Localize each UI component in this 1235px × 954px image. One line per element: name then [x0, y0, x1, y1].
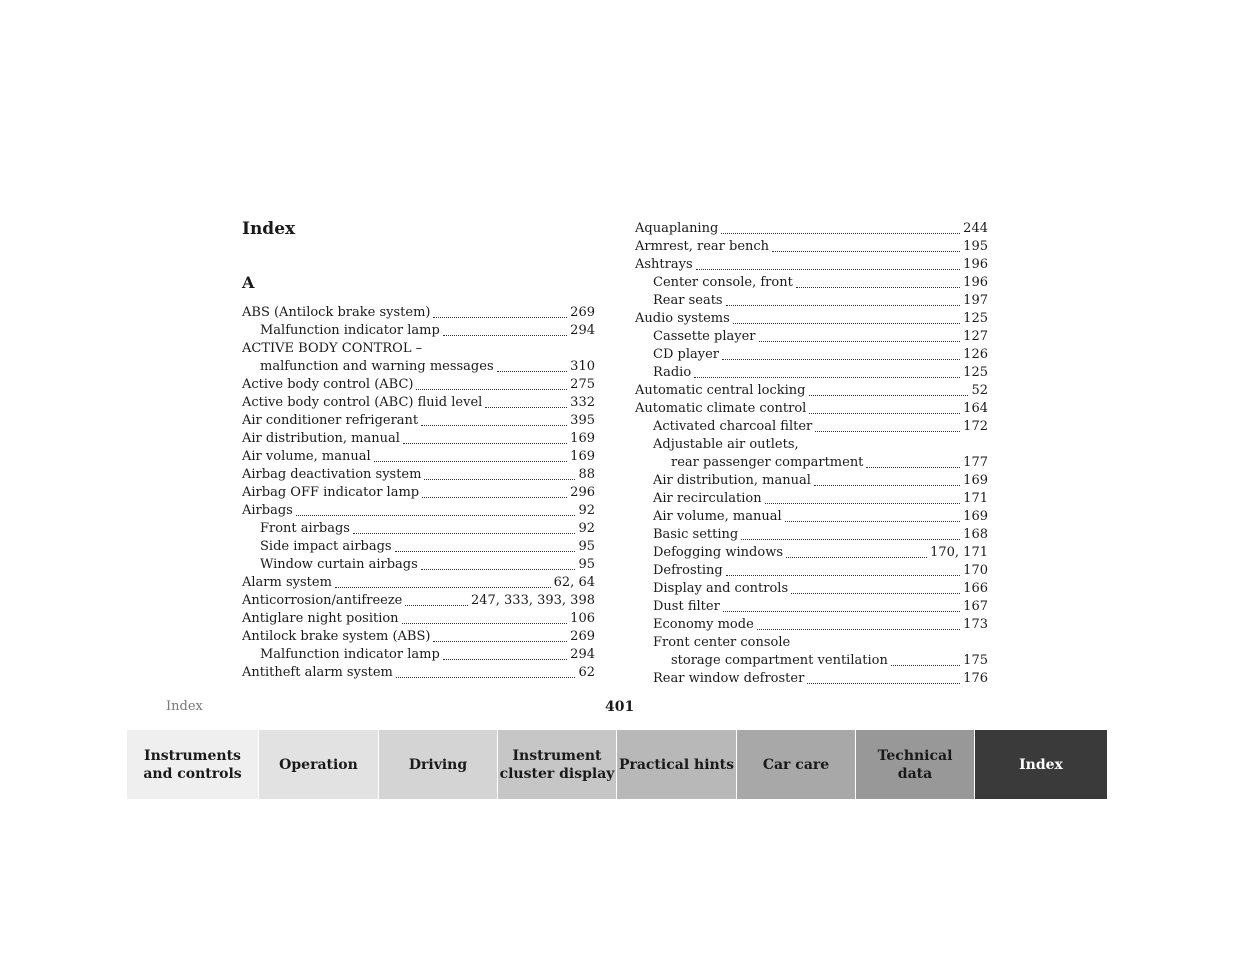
index-term: Activated charcoal filter [653, 419, 813, 434]
index-entry [242, 412, 595, 430]
page-reference: 197 [963, 293, 988, 308]
index-entry [635, 382, 988, 400]
dot-leader [335, 586, 551, 588]
page-reference: 62 [578, 665, 595, 680]
nav-tab-label: Operation [279, 756, 358, 773]
index-entry [242, 322, 595, 340]
dot-leader [696, 268, 961, 270]
index-entry [242, 538, 595, 556]
index-entry [242, 394, 595, 412]
dot-leader [296, 514, 576, 516]
page-reference: 275 [570, 377, 595, 392]
page-reference: 52 [971, 383, 988, 398]
dot-leader [786, 556, 927, 558]
index-entry [242, 664, 595, 682]
dot-leader [396, 676, 576, 678]
page-reference: 177 [963, 455, 988, 470]
index-term: Ashtrays [635, 257, 693, 272]
page-reference: 169 [570, 431, 595, 446]
index-term: Automatic central locking [635, 383, 806, 398]
nav-tab-index[interactable] [975, 730, 1108, 799]
page-reference: 88 [578, 467, 595, 482]
index-entry [635, 292, 988, 310]
page-reference: 126 [963, 347, 988, 362]
page-reference: 196 [963, 275, 988, 290]
page-reference: 244 [963, 221, 988, 236]
page-reference: 294 [570, 323, 595, 338]
index-entry [242, 430, 595, 448]
dot-leader [433, 316, 567, 318]
index-entry [635, 634, 988, 670]
index-entry [635, 220, 988, 238]
index-term: Center console, front [653, 275, 793, 290]
dot-leader [765, 502, 961, 504]
dot-leader [395, 550, 576, 552]
dot-leader [759, 340, 961, 342]
nav-tab-label: Instruments and controls [143, 747, 242, 782]
index-term: Malfunction indicator lamp [260, 323, 440, 338]
index-term: Automatic climate control [635, 401, 807, 416]
index-entry [635, 670, 988, 688]
nav-tab-label: Practical hints [618, 756, 735, 773]
page-reference: 310 [570, 359, 595, 374]
dot-leader [866, 466, 960, 468]
index-entry [635, 580, 988, 598]
index-entry [635, 238, 988, 256]
index-term: Antilock brake system (ABS) [242, 629, 431, 644]
index-term: Malfunction indicator lamp [260, 647, 440, 662]
index-entry [635, 472, 988, 490]
dot-leader [402, 622, 568, 624]
dot-leader [403, 442, 567, 444]
page-reference: 169 [570, 449, 595, 464]
dot-leader [814, 484, 960, 486]
nav-tab-technical-data[interactable] [856, 730, 975, 799]
page-number: 401 [605, 699, 635, 715]
index-term: Air conditioner refrigerant [242, 413, 419, 428]
index-entry [635, 418, 988, 436]
dot-leader [815, 430, 960, 432]
index-entry [635, 508, 988, 526]
index-entry [635, 346, 988, 364]
index-term: Front airbags [260, 521, 350, 536]
nav-tab-car-care[interactable] [737, 730, 856, 799]
dot-leader [443, 658, 567, 660]
page-reference: 164 [963, 401, 988, 416]
page-reference: 127 [963, 329, 988, 344]
page-reference: 332 [570, 395, 595, 410]
index-term-continuation: rear passenger compartment [671, 455, 864, 470]
index-term: Active body control (ABC) fluid level [242, 395, 483, 410]
dot-leader [433, 640, 567, 642]
index-entry [242, 484, 595, 502]
index-entry [242, 520, 595, 538]
index-term: Alarm system [242, 575, 332, 590]
index-term: Antitheft alarm system [242, 665, 393, 680]
index-term: Display and controls [653, 581, 789, 596]
nav-tab-instrument-cluster-display[interactable] [498, 730, 617, 799]
index-term: Air volume, manual [653, 509, 782, 524]
page-reference: 125 [963, 311, 988, 326]
page-reference: 172 [963, 419, 988, 434]
dot-leader [796, 286, 960, 288]
dot-leader [772, 250, 960, 252]
dot-leader [421, 568, 576, 570]
dot-leader [733, 322, 960, 324]
nav-tab-label: Technical data [877, 747, 953, 782]
index-term: ABS (Antilock brake system) [242, 305, 431, 320]
index-entry [635, 490, 988, 508]
index-term-continuation: storage compartment ventilation [671, 653, 888, 668]
page-reference: 395 [570, 413, 595, 428]
index-column-right [635, 220, 988, 688]
page-reference: 167 [963, 599, 988, 614]
nav-tab-label: Driving [408, 756, 468, 773]
page-reference: 175 [963, 653, 988, 668]
page-reference: 168 [963, 527, 988, 542]
dot-leader [785, 520, 961, 522]
index-term: Cassette player [653, 329, 756, 344]
index-entry [635, 436, 988, 472]
page-reference: 125 [963, 365, 988, 380]
index-term-continuation: malfunction and warning messages [260, 359, 494, 374]
index-term: Air volume, manual [242, 449, 371, 464]
page-reference: 294 [570, 647, 595, 662]
page-reference: 166 [963, 581, 988, 596]
index-term: Airbag deactivation system [242, 467, 422, 482]
dot-leader [424, 478, 575, 480]
nav-tab-label: Car care [762, 756, 830, 773]
nav-tab-driving[interactable] [379, 730, 498, 799]
dot-leader [694, 376, 960, 378]
dot-leader [443, 334, 567, 336]
page-reference: 169 [963, 473, 988, 488]
index-term: Basic setting [653, 527, 739, 542]
index-entry [242, 610, 595, 628]
index-term: Active body control (ABC) [242, 377, 414, 392]
index-entry [242, 376, 595, 394]
page-reference: 269 [570, 305, 595, 320]
dot-leader [405, 604, 468, 606]
dot-leader [809, 412, 960, 414]
index-entry [635, 598, 988, 616]
page-reference: 170, 171 [930, 545, 988, 560]
dot-leader [421, 424, 567, 426]
index-term: ACTIVE BODY CONTROL – [242, 341, 423, 356]
index-term: Defogging windows [653, 545, 783, 560]
index-entry [635, 364, 988, 382]
page-reference: 169 [963, 509, 988, 524]
index-term: Air distribution, manual [653, 473, 811, 488]
dot-leader [374, 460, 568, 462]
index-term: Airbags [242, 503, 293, 518]
index-entry [242, 448, 595, 466]
index-term: Defrosting [653, 563, 723, 578]
dot-leader [723, 610, 960, 612]
dot-leader [741, 538, 960, 540]
page-reference: 95 [578, 539, 595, 554]
nav-tab-practical-hints[interactable] [617, 730, 737, 799]
index-entry [635, 328, 988, 346]
index-term: Air distribution, manual [242, 431, 400, 446]
page-reference: 196 [963, 257, 988, 272]
nav-tab-label: Index [1019, 756, 1063, 773]
index-entry [635, 256, 988, 274]
dot-leader [353, 532, 575, 534]
index-entry [242, 556, 595, 574]
page-title: Index [242, 219, 296, 239]
nav-tab-instruments-and-controls[interactable] [127, 730, 259, 799]
page-reference: 176 [963, 671, 988, 686]
index-term: Side impact airbags [260, 539, 392, 554]
page-reference: 170 [963, 563, 988, 578]
index-entry [242, 646, 595, 664]
index-entry [242, 340, 595, 376]
dot-leader [485, 406, 567, 408]
index-term: Audio systems [635, 311, 730, 326]
page-reference: 173 [963, 617, 988, 632]
index-entry [635, 544, 988, 562]
page-reference: 92 [578, 503, 595, 518]
dot-leader [721, 232, 960, 234]
index-entry [635, 274, 988, 292]
chapter-nav-bar [127, 730, 1108, 799]
nav-tab-operation[interactable] [259, 730, 379, 799]
index-column-left [242, 304, 595, 682]
index-entry [242, 304, 595, 322]
page-reference: 171 [963, 491, 988, 506]
dot-leader [722, 358, 960, 360]
page-reference: 247, 333, 393, 398 [470, 593, 595, 608]
dot-leader [726, 304, 961, 306]
index-term: Rear seats [653, 293, 723, 308]
index-term: Airbag OFF indicator lamp [242, 485, 420, 500]
index-entry [635, 526, 988, 544]
dot-leader [757, 628, 960, 630]
index-entry [635, 616, 988, 634]
index-term: Antiglare night position [242, 611, 399, 626]
dot-leader [807, 682, 960, 684]
index-entry [242, 466, 595, 484]
page-reference: 106 [570, 611, 595, 626]
index-term: Anticorrosion/antifreeze [242, 593, 403, 608]
index-term: Armrest, rear bench [635, 239, 770, 254]
nav-tab-label: Instrument cluster display [499, 747, 615, 782]
dot-leader [891, 664, 960, 666]
index-entry [242, 628, 595, 646]
index-term: Economy mode [653, 617, 754, 632]
footer-section-label: Index [166, 699, 203, 714]
index-term: CD player [653, 347, 719, 362]
page-reference: 92 [578, 521, 595, 536]
index-entry [635, 400, 988, 418]
dot-leader [726, 574, 960, 576]
section-letter: A [242, 273, 255, 292]
page-reference: 62, 64 [553, 575, 595, 590]
index-term: Dust filter [653, 599, 720, 614]
index-term: Radio [653, 365, 692, 380]
index-entry [242, 574, 595, 592]
dot-leader [809, 394, 969, 396]
index-term: Front center console [653, 635, 791, 650]
page-reference: 95 [578, 557, 595, 572]
dot-leader [416, 388, 567, 390]
index-term: Adjustable air outlets, [653, 437, 799, 452]
index-term: Window curtain airbags [260, 557, 418, 572]
index-term: Aquaplaning [635, 221, 719, 236]
index-entry [635, 310, 988, 328]
page-reference: 195 [963, 239, 988, 254]
index-term: Air recirculation [653, 491, 762, 506]
page-reference: 296 [570, 485, 595, 500]
index-entry [635, 562, 988, 580]
index-entry [242, 502, 595, 520]
dot-leader [497, 370, 568, 372]
page-reference: 269 [570, 629, 595, 644]
index-entry [242, 592, 595, 610]
index-term: Rear window defroster [653, 671, 805, 686]
dot-leader [422, 496, 567, 498]
dot-leader [791, 592, 960, 594]
